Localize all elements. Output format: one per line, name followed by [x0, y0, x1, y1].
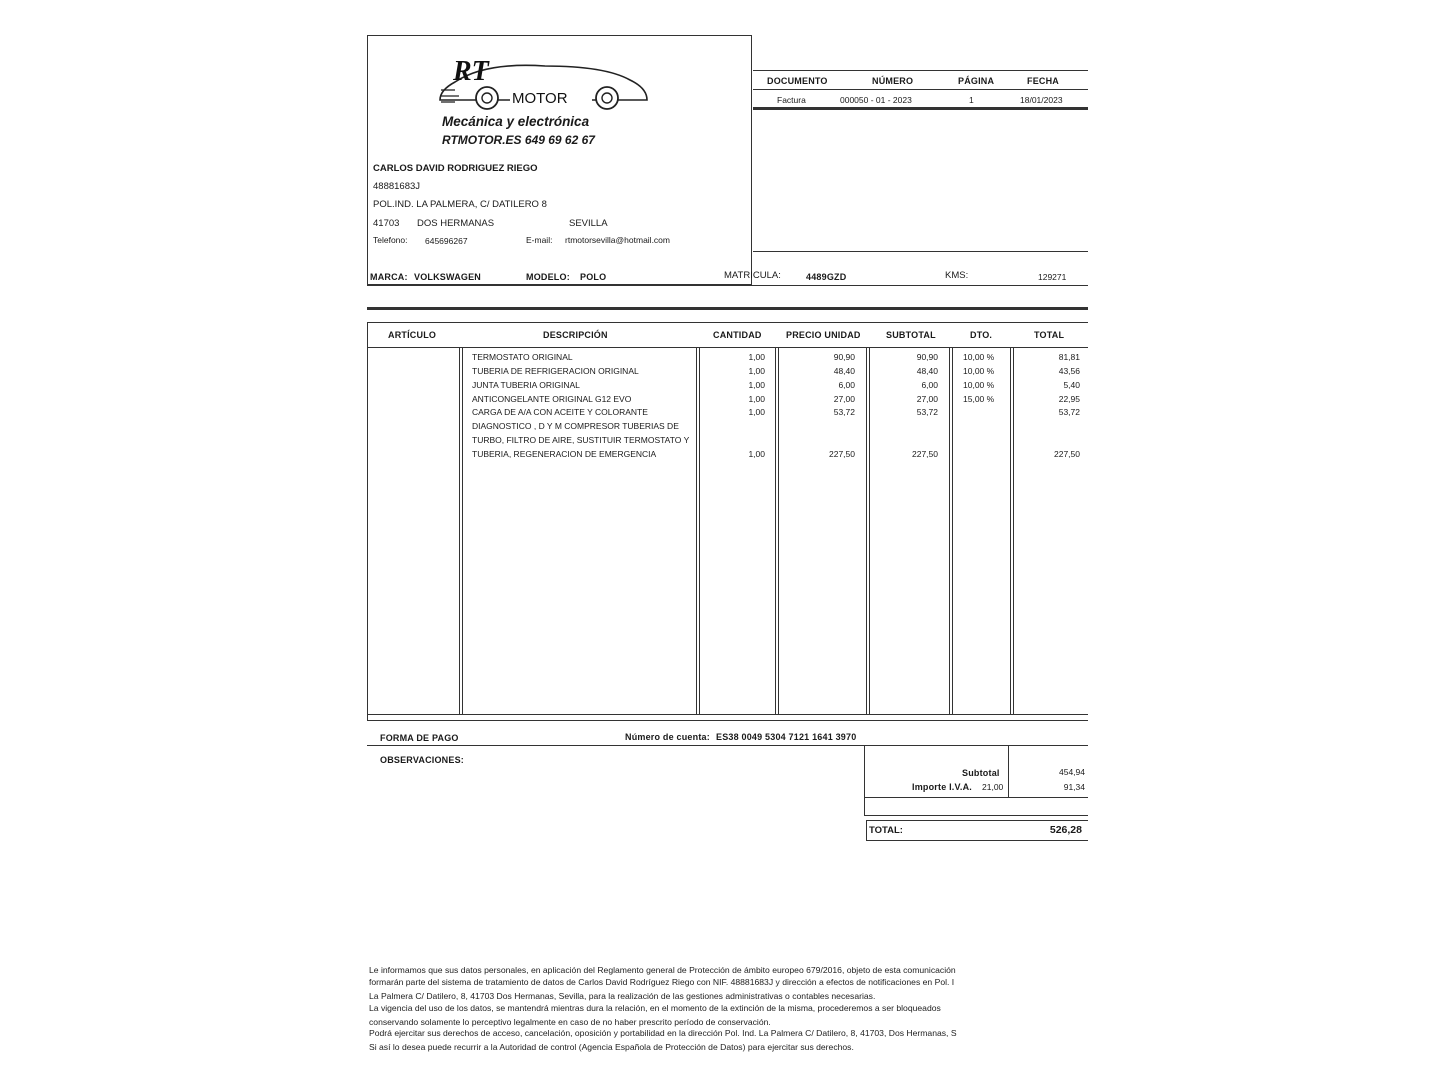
legal-line: Podrá ejercitar sus derechos de acceso, cancelación, oposición y portabilidad en la dirección Pol. Ind. La Palmera C/ Datilero, 8, 41703, Dos Hermanas, S: [369, 1028, 957, 1038]
item-subtotal: 6,00: [921, 380, 938, 390]
col-line: [778, 348, 779, 714]
item-dto: 10,00 %: [963, 352, 995, 362]
company-nif: 48881683J: [373, 181, 421, 192]
doc-value-fecha: 18/01/2023: [1020, 95, 1063, 105]
col-line: [1013, 348, 1014, 714]
col-line: [367, 322, 368, 720]
col-line: [949, 348, 950, 714]
totals-box-left: [864, 745, 865, 815]
company-owner: CARLOS DAVID RODRIGUEZ RIEGO: [373, 163, 538, 174]
thick-separator: [367, 307, 1088, 310]
vehicle-bottom-line: [367, 285, 1088, 286]
doc-value-numero: 000050 - 01 - 2023: [840, 95, 912, 105]
total-label: TOTAL:: [869, 825, 903, 836]
company-phone: 645696267: [425, 236, 468, 246]
subtotal-label: Subtotal: [962, 768, 1000, 778]
legal-line: Le informamos que sus datos personales, en aplicación del Reglamento general de Protección de ámbito europeo 679/2016, objeto de esta comunicación: [369, 965, 956, 975]
item-total: 53,72: [1058, 407, 1080, 417]
client-box-bottom-line: [753, 251, 1088, 252]
account-number: ES38 0049 5304 7121 1641 3970: [716, 732, 857, 742]
doc-value-documento: Factura: [777, 95, 806, 105]
item-qty: 1,00: [748, 366, 765, 376]
item-desc: CARGA DE A/A CON ACEITE Y COLORANTE: [472, 407, 648, 417]
company-logo: [415, 50, 665, 118]
item-desc: ANTICONGELANTE ORIGINAL G12 EVO: [472, 394, 632, 404]
item-price: 48,40: [833, 366, 855, 376]
company-postcode: 41703: [373, 218, 400, 229]
car-logo-icon: [415, 50, 665, 118]
col-line: [696, 348, 697, 714]
col-line: [952, 348, 953, 714]
legal-line: formarán parte del sistema de tratamiento de datos de Carlos David Rodríguez Riego con NIF. 48881683J y dirección a efectos de notificaciones en Pol. I: [369, 977, 955, 987]
item-desc: JUNTA TUBERIA ORIGINAL: [472, 380, 580, 390]
phone-label: Telefono:: [373, 235, 408, 245]
company-city: DOS HERMANAS: [417, 218, 495, 229]
item-desc: TERMOSTATO ORIGINAL: [472, 352, 573, 362]
item-desc: TUBERIA DE REFRIGERACION ORIGINAL: [472, 366, 639, 376]
total-bottom-line: [866, 840, 1088, 841]
observaciones-label: OBSERVACIONES:: [380, 755, 464, 765]
iva-value: 91,34: [1063, 782, 1085, 792]
kms-label: KMS:: [945, 270, 969, 281]
col-line: [775, 348, 776, 714]
totals-box-bottom: [864, 815, 1088, 816]
subtotal-value: 454,94: [1059, 767, 1085, 777]
item-price: 227,50: [829, 449, 855, 459]
doc-header-numero: NÚMERO: [872, 76, 914, 86]
legal-line: La vigencia del uso de los datos, se mantendrá mientras dura la relación, en el momento de la extinción de la misma, procederemos a ser bloqueados: [369, 1003, 941, 1013]
col-header-precio: PRECIO UNIDAD: [786, 330, 861, 340]
col-line: [866, 348, 867, 714]
item-total: 22,95: [1058, 394, 1080, 404]
col-line: [1010, 348, 1011, 714]
item-desc: TURBO, FILTRO DE AIRE, SUSTITUIR TERMOSTATO Y: [472, 435, 690, 445]
logo-word: MOTOR: [512, 90, 568, 107]
company-web-phone: RTMOTOR.ES 649 69 62 67: [442, 133, 595, 147]
doc-value-pagina: 1: [969, 95, 974, 105]
matricula-label: MATRICULA:: [724, 270, 781, 281]
doc-header-documento: DOCUMENTO: [767, 76, 828, 86]
item-price: 90,90: [833, 352, 855, 362]
total-value: 526,28: [1049, 824, 1082, 836]
totals-box-mid-line: [864, 797, 1088, 798]
company-address: POL.IND. LA PALMERA, C/ DATILERO 8: [373, 199, 547, 210]
col-line: [462, 348, 463, 714]
items-bottom-line: [367, 714, 1088, 715]
legal-line: La Palmera C/ Datilero, 8, 41703 Dos Hermanas, Sevilla, para la realización de las gestiones administrativas o contables necesarias.: [369, 991, 876, 1001]
item-price: 53,72: [833, 407, 855, 417]
item-price: 6,00: [838, 380, 855, 390]
total-left-line: [866, 820, 867, 841]
item-desc: DIAGNOSTICO , D Y M COMPRESOR TUBERIAS DE: [472, 421, 679, 431]
payment-bottom-line: [367, 745, 1088, 746]
doc-info-bottom-line: [753, 107, 1088, 110]
items-header-bottom: [367, 347, 1088, 348]
item-subtotal: 48,40: [916, 366, 938, 376]
forma-pago-label: FORMA DE PAGO: [380, 733, 459, 743]
modelo-label: MODELO:: [526, 272, 570, 282]
item-subtotal: 227,50: [912, 449, 938, 459]
col-header-subtotal: SUBTOTAL: [886, 330, 936, 340]
doc-header-fecha: FECHA: [1027, 76, 1059, 86]
col-line: [459, 348, 460, 714]
col-line: [869, 348, 870, 714]
marca-value: VOLKSWAGEN: [414, 272, 482, 282]
item-total: 43,56: [1058, 366, 1080, 376]
modelo-value: POLO: [580, 272, 607, 282]
col-line: [699, 348, 700, 714]
total-top-line: [866, 820, 1088, 821]
items-bottom-line-2: [367, 720, 1088, 721]
item-subtotal: 90,90: [916, 352, 938, 362]
item-subtotal: 53,72: [916, 407, 938, 417]
legal-line: Si así lo desea puede recurrir a la Autoridad de control (Agencia Española de Protección de Datos) para ejercitar sus derechos.: [369, 1042, 854, 1052]
iva-rate: 21,00: [982, 782, 1004, 792]
col-header-dto: DTO.: [970, 330, 993, 340]
item-qty: 1,00: [748, 352, 765, 362]
item-desc: TUBERIA, REGENERACION DE EMERGENCIA: [472, 449, 657, 459]
item-total: 227,50: [1054, 449, 1080, 459]
matricula-value: 4489GZD: [806, 272, 847, 282]
col-header-descripcion: DESCRIPCIÓN: [543, 330, 608, 340]
item-total: 81,81: [1058, 352, 1080, 362]
col-header-cantidad: CANTIDAD: [713, 330, 762, 340]
kms-value: 129271: [1038, 272, 1067, 282]
logo-letters: RT: [453, 56, 489, 87]
company-email: rtmotorsevilla@hotmail.com: [565, 235, 670, 245]
doc-header-pagina: PÁGINA: [958, 76, 995, 86]
col-header-articulo: ARTÍCULO: [388, 330, 437, 340]
item-dto: 15,00 %: [963, 394, 995, 404]
item-subtotal: 27,00: [916, 394, 938, 404]
item-dto: 10,00 %: [963, 366, 995, 376]
iva-label: Importe I.V.A.: [912, 782, 972, 792]
item-qty: 1,00: [748, 407, 765, 417]
company-province: SEVILLA: [569, 218, 608, 229]
item-qty: 1,00: [748, 380, 765, 390]
doc-info-top-line: [753, 70, 1088, 71]
company-tagline: Mecánica y electrónica: [442, 114, 590, 129]
item-qty: 1,00: [748, 449, 765, 459]
item-qty: 1,00: [748, 394, 765, 404]
totals-box-mid: [1008, 745, 1009, 797]
item-price: 27,00: [833, 394, 855, 404]
email-label: E-mail:: [526, 235, 553, 245]
marca-label: MARCA:: [370, 272, 408, 282]
items-header-top: [367, 322, 1088, 323]
account-label: Número de cuenta:: [625, 732, 710, 742]
item-dto: 10,00 %: [963, 380, 995, 390]
item-total: 5,40: [1063, 380, 1080, 390]
col-header-total: TOTAL: [1034, 330, 1065, 340]
legal-line: conservando solamente lo perceptivo legalmente en caso de no haber prescrito período de conservación.: [369, 1017, 771, 1027]
doc-info-mid-line: [753, 89, 1088, 90]
